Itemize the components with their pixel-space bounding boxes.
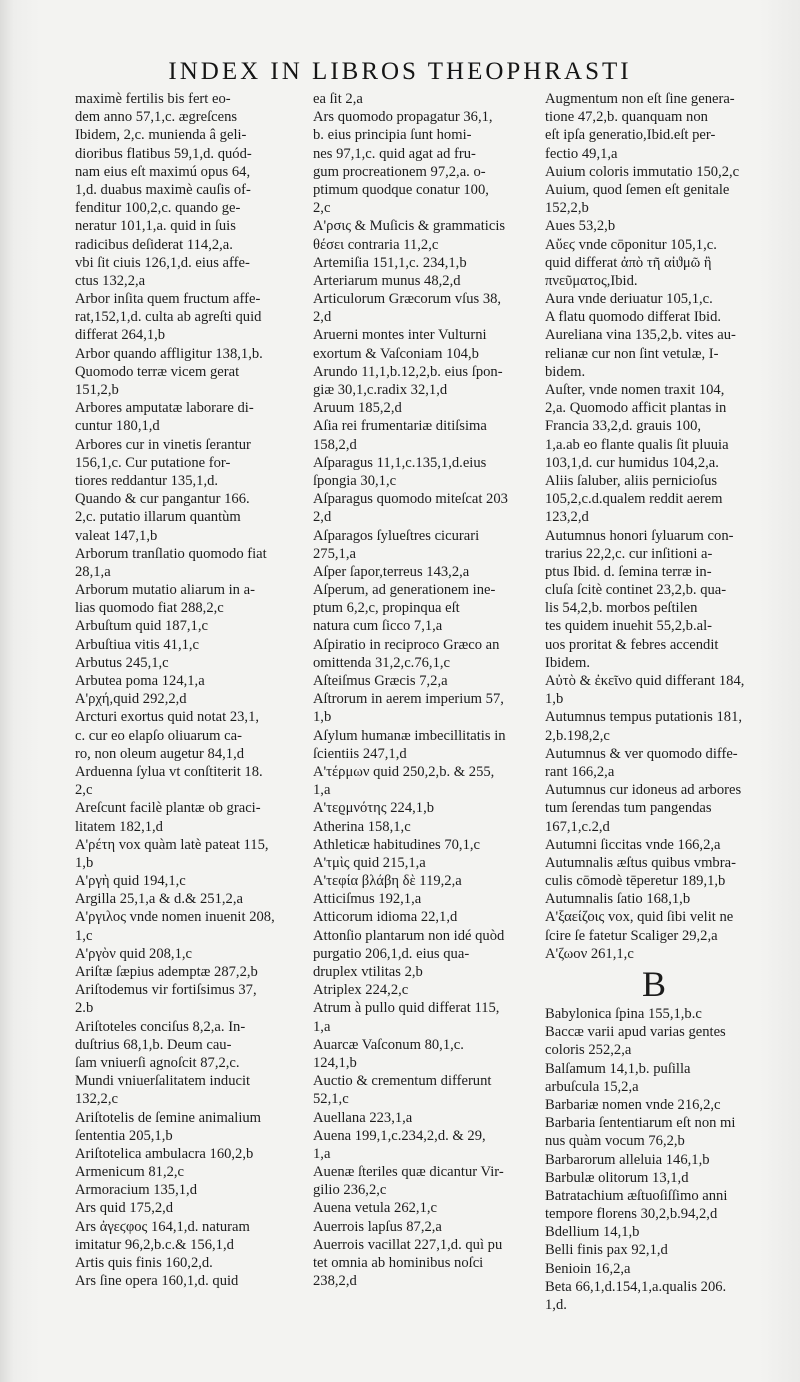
- index-line: 105,2,c.d.qualem reddit aerem: [545, 491, 723, 508]
- index-line: Bdellium 14,1,b: [545, 1224, 640, 1241]
- index-line: 1,a: [313, 1018, 331, 1035]
- index-line: 1,a: [313, 1145, 331, 1162]
- index-line: quid differat ἀπὸ τῆ αἰϑμῶ ἢ: [545, 254, 712, 271]
- index-line: Quomodo terræ vicem gerat: [75, 363, 240, 380]
- index-line: differat 264,1,b: [75, 327, 166, 344]
- index-line: 152,2,b: [545, 200, 589, 217]
- index-line: πνεῦματος,Ibid.: [545, 272, 638, 289]
- index-line: Auellana 223,1,a: [313, 1109, 413, 1126]
- index-line: Aſteiſmus Græcis 7,2,a: [313, 673, 448, 689]
- index-line: Ars quid 175,2,d: [75, 1200, 174, 1217]
- index-line: vbi ſit ciuis 126,1,d. eius affe-: [75, 254, 250, 271]
- index-line: neratur 101,1,a. quid in ſuis: [75, 218, 236, 235]
- index-line: Aura vnde deriuatur 105,1,c.: [545, 291, 713, 308]
- index-line: Aliis ſaluber, aliis pernicioſus: [545, 472, 718, 489]
- index-line: Arbutus 245,1,c: [75, 654, 169, 671]
- index-line: Auerrois lapſus 87,2,a: [313, 1218, 442, 1235]
- index-line: nes 97,1,c. quid agat ad fru-: [313, 145, 476, 162]
- index-line: Athleticæ habitudines 70,1,c: [313, 836, 480, 853]
- index-line: ptus Ibid. d. ſemina terræ in-: [545, 563, 712, 580]
- index-line: Ibidem.: [545, 654, 590, 671]
- index-line: 1,d. duabus maximè cauſis of-: [75, 181, 251, 198]
- index-line: Areſcunt facilè plantæ ob graci-: [75, 800, 261, 817]
- index-line: imitatur 96,2,b.c.& 156,1,d: [75, 1236, 234, 1253]
- index-line: Barbarorum alleluia 146,1,b: [545, 1151, 710, 1168]
- index-line: Aſtrorum in aerem imperium 57,: [313, 691, 504, 708]
- index-line: 28,1,a: [75, 563, 111, 580]
- index-line: ſam vniuerſi agnoſcit 87,2,c.: [75, 1054, 240, 1071]
- index-line: ſcire ſe fatetur Scaliger 29,2,a: [545, 927, 718, 944]
- index-line: 1,b: [545, 691, 564, 708]
- index-line: Ariſtotelica ambulacra 160,2,b: [75, 1145, 254, 1162]
- index-line: Belli finis pax 92,1,d: [545, 1242, 668, 1259]
- index-line: c. cur eo elapſo oliuarum ca-: [75, 727, 242, 744]
- index-line: Ariſtoteles conciſus 8,2,a. In-: [75, 1018, 246, 1035]
- index-line: eſt ipſa generatio,Ibid.eſt per-: [545, 127, 716, 144]
- index-line: tempore florens 30,2,b.94,2,d: [545, 1206, 718, 1223]
- index-line: A'ρχή,quid 292,2,d: [75, 691, 187, 708]
- index-line: druplex vtilitas 2,b: [313, 964, 423, 980]
- index-column-2: [313, 90, 537, 1290]
- index-line: Ars quomodo propagatur 36,1,: [313, 109, 493, 126]
- index-line: Arbores amputatæ laborare di-: [75, 400, 254, 417]
- index-line: Ars ſine opera 160,1,d. quid: [75, 1273, 239, 1290]
- index-line: ptum 6,2,c, propinqua eſt: [313, 600, 460, 617]
- index-line: cuntur 180,1,d: [75, 418, 160, 435]
- index-line: trarius 22,2,c. cur inſitioni a-: [545, 545, 713, 562]
- index-line: 238,2,d: [313, 1273, 357, 1290]
- index-line: Artis quis finis 160,2,d.: [75, 1255, 213, 1271]
- index-line: ptimum quodque conatur 100,: [313, 181, 489, 198]
- index-line: Aſia rei frumentariæ ditiſsima: [313, 418, 487, 435]
- index-line: Attonſio plantarum non idé quòd: [313, 927, 505, 944]
- index-line: valeat 147,1,b: [75, 527, 158, 544]
- index-line: tum ſerendas tum pangendas: [545, 800, 712, 817]
- index-line: Batratachium æſtuoſiſſimo anni: [545, 1187, 728, 1204]
- index-line: gilio 236,2,c: [313, 1182, 387, 1199]
- index-line: Aὐτὸ & ἐκεῖνο quid differant 184,: [545, 673, 745, 689]
- index-line: omittenda 31,2,c.76,1,c: [313, 654, 450, 671]
- index-line: Barbulæ olitorum 13,1,d: [545, 1169, 689, 1186]
- index-line: Arbuſtiua vitis 41,1,c: [75, 636, 200, 653]
- index-line: 1,a.ab eo flante qualis ſit pluuia: [545, 436, 729, 453]
- index-line: A'ργὴ quid 194,1,c: [75, 873, 186, 890]
- index-line: Ariſtotelis de ſemine animalium: [75, 1109, 262, 1126]
- index-line: Mundi vniuerſalitatem inducit: [75, 1073, 251, 1090]
- index-line: 124,1,b: [313, 1054, 357, 1071]
- index-line: Artemiſia 151,1,c. 234,1,b: [313, 254, 467, 271]
- index-line: Arteriarum munus 48,2,d: [313, 272, 461, 289]
- index-line: litatem 182,1,d: [75, 818, 163, 835]
- index-line: θέσει contraria 11,2,c: [313, 236, 439, 253]
- index-line: 123,2,d: [545, 509, 589, 526]
- index-line: Balſamum 14,1,b. puſilla: [545, 1060, 691, 1077]
- index-line: Arduenna ſylua vt conſtiterit 18.: [75, 763, 263, 780]
- index-line: Baccæ varii apud varias gentes: [545, 1024, 726, 1041]
- index-line: A'τεϱμνότης 224,1,b: [313, 800, 435, 817]
- index-line: Benioin 16,2,a: [545, 1260, 631, 1277]
- index-line: cluſa ſcitè continet 23,2,b. qua-: [545, 582, 727, 599]
- index-line: radicibus deſiderat 114,2,a.: [75, 236, 233, 253]
- index-line: ſcientiis 247,1,d: [313, 745, 407, 762]
- index-line: Autumnus honori ſyluarum con-: [545, 527, 734, 544]
- index-line: Aὔεϛ vnde cōponitur 105,1,c.: [545, 236, 717, 253]
- index-line: tes quidem inuehit 55,2,b.al-: [545, 618, 712, 635]
- index-line: 156,1,c. Cur putatione for-: [75, 454, 231, 471]
- index-line: natura cum ſicco 7,1,a: [313, 618, 443, 635]
- index-line: b. eius principia ſunt homi-: [313, 127, 472, 144]
- index-line: duſtrius 68,1,b. Deum cau-: [75, 1036, 232, 1053]
- index-line: rat,152,1,d. culta ab agreſti quid: [75, 309, 262, 326]
- index-line: Atherina 158,1,c: [313, 818, 411, 835]
- index-line: Arcturi exortus quid notat 23,1,: [75, 709, 260, 726]
- index-line: Autumnus tempus putationis 181,: [545, 709, 743, 726]
- index-line: Atriplex 224,2,c: [313, 982, 409, 999]
- index-line: Barbaria ſententiarum eſt non mi: [545, 1115, 736, 1132]
- index-column-1: [75, 90, 303, 1290]
- index-line: Aſper ſapor,terreus 143,2,a: [313, 563, 470, 580]
- index-line: giæ 30,1,c.radix 32,1,d: [313, 382, 448, 398]
- index-line: 151,2,b: [75, 382, 119, 398]
- index-line: ctus 132,2,a: [75, 272, 146, 289]
- index-line: lis 54,2,b. morbos peſtilen: [545, 600, 698, 617]
- index-line: Autumnalis ſatio 168,1,b: [545, 891, 691, 908]
- index-line: A flatu quomodo differat Ibid.: [545, 309, 722, 326]
- index-line: culis cōmodè tēperetur 189,1,b: [545, 873, 726, 890]
- index-line: Aruum 185,2,d: [313, 400, 402, 417]
- index-line: 1,c: [75, 927, 93, 944]
- index-line: 2,a. Quomodo afficit plantas in: [545, 400, 727, 417]
- index-line: Arbor quando affligitur 138,1,b.: [75, 345, 263, 362]
- index-line: Quando & cur pangantur 166.: [75, 491, 250, 508]
- index-line: ea ſit 2,a: [313, 91, 363, 107]
- index-line: Aſylum humanæ imbecillitatis in: [313, 727, 506, 744]
- index-line: Ariſtæ ſæpius ademptæ 287,2,b: [75, 964, 258, 980]
- index-line: Barbariæ nomen vnde 216,2,c: [545, 1096, 721, 1113]
- index-line: Armenicum 81,2,c: [75, 1164, 185, 1181]
- index-line: Autumnalis æſtus quibus vmbra-: [545, 854, 736, 871]
- index-line: Auarcæ Vaſconum 80,1,c.: [313, 1036, 464, 1053]
- index-line: Arundo 11,1,b.12,2,b. eius ſpon-: [313, 363, 503, 380]
- page-title: INDEX IN LIBROS THEOPHRASTI: [168, 58, 632, 85]
- index-line: exortum & Vaſconiam 104,b: [313, 345, 479, 362]
- index-line: Auium coloris immutatio 150,2,c: [545, 163, 740, 180]
- index-line: Atticorum idioma 22,1,d: [313, 909, 458, 926]
- index-line: 1,d.: [545, 1297, 567, 1313]
- index-line: Auerrois vacillat 227,1,d. quì pu: [313, 1236, 503, 1253]
- index-line: Autumnus & ver quomodo diffe-: [545, 745, 738, 762]
- index-line: nus quàm vocum 76,2,b: [545, 1133, 685, 1150]
- index-line: Ibidem, 2,c. munienda â geli-: [75, 127, 247, 144]
- index-line: Ariſtodemus vir fortiſsimus 37,: [75, 982, 257, 999]
- index-line: 2,d: [313, 509, 332, 526]
- index-line: Arbores cur in vinetis ſerantur: [75, 436, 251, 453]
- index-line: Autumni ſiccitas vnde 166,2,a: [545, 836, 721, 853]
- index-line: Auſter, vnde nomen traxit 104,: [545, 382, 725, 398]
- index-line: A'τεφία βλάβη δὲ 119,2,a: [313, 873, 462, 890]
- index-line: purgatio 206,1,d. eius qua-: [313, 945, 470, 962]
- index-line: A'ργὸν quid 208,1,c: [75, 945, 192, 962]
- index-line: Auenæ ſteriles quæ dicantur Vir-: [313, 1164, 504, 1181]
- index-line: bidem.: [545, 363, 586, 380]
- index-line: 275,1,a: [313, 545, 356, 562]
- index-line: Autumnus cur idoneus ad arbores: [545, 782, 742, 799]
- index-line: 1,a: [313, 782, 331, 799]
- index-line: A'τμὶς quid 215,1,a: [313, 854, 426, 871]
- index-line: 103,1,d. cur humidus 104,2,a.: [545, 454, 719, 471]
- index-line: fenditur 100,2,c. quando ge-: [75, 200, 241, 217]
- index-line: ſententia 205,1,b: [75, 1127, 173, 1144]
- index-line: Augmentum non eſt ſine genera-: [545, 91, 735, 107]
- index-line: 132,2,c: [75, 1091, 118, 1108]
- section-letter: B: [641, 964, 666, 1004]
- index-line: Atrum à pullo quid differat 115,: [313, 1000, 500, 1017]
- index-line: Babylonica ſpina 155,1,b.c: [545, 1006, 702, 1022]
- index-line: 158,2,d: [313, 436, 357, 453]
- index-line: rant 166,2,a: [545, 763, 615, 780]
- index-line: 1,b: [75, 854, 94, 871]
- index-line: tiores reddantur 135,1,d.: [75, 472, 219, 489]
- index-line: Beta 66,1,d.154,1,a.qualis 206.: [545, 1278, 727, 1295]
- index-line: Aruerni montes inter Vulturni: [313, 327, 487, 344]
- index-line: Arbutea poma 124,1,a: [75, 673, 205, 689]
- index-line: Ars ἀγεϛφος 164,1,d. naturam: [75, 1218, 250, 1235]
- index-line: Auctio & crementum differunt: [313, 1073, 492, 1090]
- index-line: Articulorum Græcorum vſus 38,: [313, 291, 502, 308]
- index-line: Arborum tranſlatio quomodo fiat: [75, 545, 267, 562]
- index-line: maximè fertilis bis fert eo-: [75, 91, 231, 107]
- index-line: Aſperum, ad generationem ine-: [313, 582, 496, 599]
- index-line: gum procreationem 97,2,a. o-: [313, 163, 486, 180]
- index-line: 167,1,c.2,d: [545, 818, 610, 835]
- index-line: tione 47,2,b. quanquam non: [545, 109, 708, 126]
- index-line: 2,c. putatio illarum quantùm: [75, 509, 241, 526]
- index-line: Auena vetula 262,1,c: [313, 1200, 438, 1217]
- index-line: dem anno 57,1,c. ægreſcens: [75, 109, 238, 126]
- index-line: Arbuſtum quid 187,1,c: [75, 618, 208, 635]
- index-line: Argilla 25,1,a & d.& 251,2,a: [75, 891, 243, 908]
- index-line: 2,b.198,2,c: [545, 727, 610, 744]
- index-line: A'τέρμων quid 250,2,b. & 255,: [313, 763, 495, 780]
- index-line: tet omnia ab hominibus noſci: [313, 1255, 484, 1271]
- index-line: Aſparagus quomodo miteſcat 203: [313, 491, 508, 508]
- index-line: 1,b: [313, 709, 332, 726]
- index-line: Armoracium 135,1,d: [75, 1182, 197, 1199]
- index-line: Aureliana vina 135,2,b. vites au-: [545, 327, 736, 344]
- index-line: arbuſcula 15,2,a: [545, 1078, 639, 1095]
- index-line: relianæ cur non ſint vetulæ, I-: [545, 345, 719, 362]
- index-line: A'ρέτη vox quàm latè pateat 115,: [75, 836, 269, 853]
- index-line: Arbor inſita quem fructum affe-: [75, 291, 261, 308]
- index-line: nam eius eſt maximú opus 64,: [75, 163, 251, 180]
- index-line: 2.b: [75, 1000, 94, 1017]
- index-line: ſpongia 30,1,c: [313, 472, 397, 489]
- index-line: A'ζωον 261,1,c: [545, 945, 634, 962]
- index-line: 2,c: [75, 782, 93, 799]
- index-line: A'ρσις & Muſicis & grammaticis: [313, 218, 506, 235]
- index-line: Aſparagos ſylueſtres cicurari: [313, 527, 480, 544]
- index-line: Auena 199,1,c.234,2,d. & 29,: [313, 1127, 486, 1144]
- index-line: Aſpiratio in reciproco Græco an: [313, 636, 500, 653]
- index-line: Arborum mutatio aliarum in a-: [75, 582, 255, 599]
- index-line: ro, non oleum augetur 84,1,d: [75, 745, 245, 762]
- index-line: 2,c: [313, 200, 331, 217]
- index-line: lias quomodo fiat 288,2,c: [75, 600, 224, 617]
- index-line: A'ξαείζοις vox, quid ſibi velit ne: [545, 909, 734, 926]
- index-column-3: [545, 90, 763, 1314]
- index-line: Aues 53,2,b: [545, 218, 616, 235]
- index-line: 2,d: [313, 309, 332, 326]
- index-line: fectio 49,1,a: [545, 145, 618, 162]
- index-line: dioribus flatibus 59,1,d. quód-: [75, 145, 252, 162]
- index-line: Auium, quod ſemen eſt genitale: [545, 181, 730, 198]
- index-line: coloris 252,2,a: [545, 1042, 632, 1059]
- index-line: Atticiſmus 192,1,a: [313, 891, 422, 908]
- index-line: Francia 33,2,d. grauis 100,: [545, 418, 702, 435]
- index-line: 52,1,c: [313, 1091, 349, 1108]
- index-line: uos proritat & febres accendit: [545, 636, 719, 653]
- index-line: Aſparagus 11,1,c.135,1,d.eius: [313, 454, 487, 471]
- index-line: A'ργιλος vnde nomen inuenit 208,: [75, 909, 275, 926]
